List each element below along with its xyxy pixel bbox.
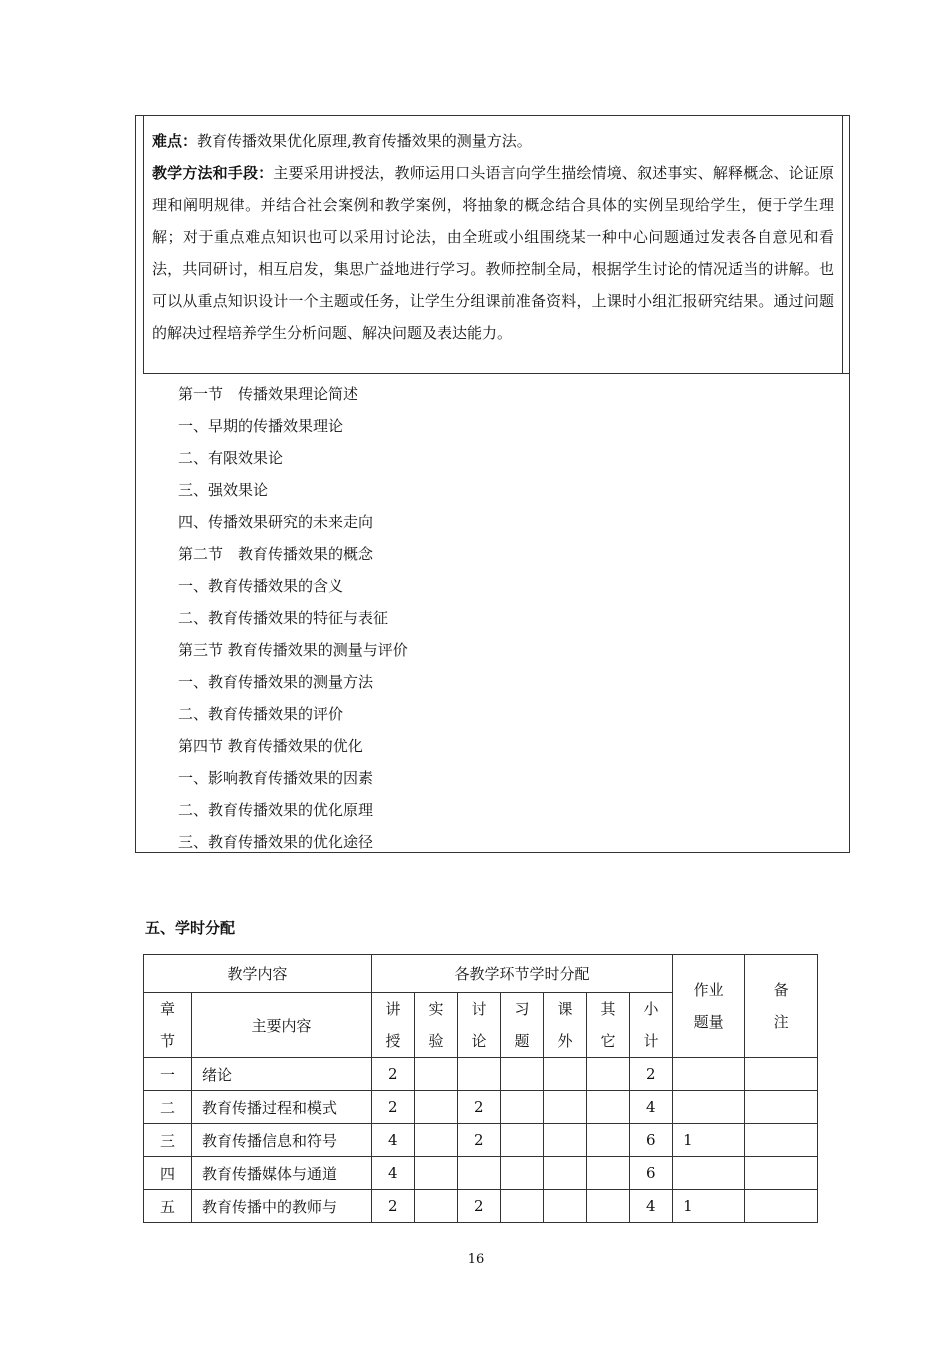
hours-cell — [458, 1058, 501, 1091]
hours-cell: 2 — [372, 1091, 415, 1124]
hours-cell: 2 — [372, 1058, 415, 1091]
outline-item: 四、传播效果研究的未来走向 — [178, 513, 374, 531]
hours-cell — [544, 1058, 587, 1091]
chapter-cell: 一 — [144, 1058, 192, 1091]
header-exercise: 习 题 — [501, 993, 544, 1058]
homework-cell — [673, 1091, 745, 1124]
header-allocation: 各教学环节学时分配 — [372, 955, 673, 993]
note-cell — [745, 1190, 818, 1223]
subtotal-cell: 4 — [630, 1190, 673, 1223]
content-cell: 绪论 — [192, 1058, 372, 1091]
homework-cell — [673, 1157, 745, 1190]
outline-item: 二、教育传播效果的优化原理 — [178, 801, 374, 819]
outline-item: 一、早期的传播效果理论 — [178, 417, 344, 435]
outline-item: 一、影响教育传播效果的因素 — [178, 769, 374, 787]
outline-item: 二、有限效果论 — [178, 449, 284, 467]
header-chapter: 章 节 — [144, 993, 192, 1058]
header-extracurricular: 课 外 — [544, 993, 587, 1058]
subtotal-cell: 2 — [630, 1058, 673, 1091]
hours-cell — [587, 1058, 630, 1091]
header-homework: 作业 题量 — [673, 955, 745, 1058]
content-cell: 教育传播信息和符号 — [192, 1124, 372, 1157]
hours-cell — [501, 1058, 544, 1091]
note-cell — [745, 1058, 818, 1091]
hours-cell — [501, 1124, 544, 1157]
outline-item: 第一节 传播效果理论简述 — [178, 385, 359, 403]
subtotal-cell: 6 — [630, 1124, 673, 1157]
table-row — [144, 1157, 818, 1190]
table-header-row — [144, 955, 818, 993]
outline-item: 第二节 教育传播效果的概念 — [178, 545, 374, 563]
hours-cell: 4 — [372, 1157, 415, 1190]
header-other: 其 它 — [587, 993, 630, 1058]
hours-cell — [587, 1190, 630, 1223]
difficulty-label: 难点： — [152, 132, 198, 150]
hours-cell: 2 — [458, 1091, 501, 1124]
note-cell — [745, 1157, 818, 1190]
outline-item: 二、教育传播效果的特征与表征 — [178, 609, 389, 627]
hours-cell — [544, 1091, 587, 1124]
hours-cell: 2 — [372, 1190, 415, 1223]
hours-cell — [415, 1190, 458, 1223]
difficulty-text: 教育传播效果优化原理,教育传播效果的测量方法。 — [197, 132, 532, 150]
hours-cell — [501, 1157, 544, 1190]
hours-cell: 2 — [458, 1124, 501, 1157]
method-text: 主要采用讲授法，教师运用口头语言向学生描绘情境、叙述事实、解释概念、论证原理和阐明规律。并结合社会案例和教学案例，将抽象的概念结合具体的实例呈现给学生，便于学生理解；对于重点难点知识也可以采用讨论法，由全班或小组围绕某一种中心问题通过发表各自意见和看法，共同研讨，相互启发，集思广益地进行学习。教师控制全局，根据学生讨论的情况适当的讲解。也可以从重点知识设计一个主题或任务，让学生分组课前准备资料，上课时小组汇报研究结果。通过问题的解决过程培养学生分析问题、解决问题及表达能力。 — [152, 164, 834, 342]
hours-cell — [587, 1157, 630, 1190]
note-cell — [745, 1091, 818, 1124]
difficulty-paragraph — [152, 125, 834, 157]
outline-item: 第四节 教育传播效果的优化 — [178, 737, 363, 755]
outline-item: 一、教育传播效果的测量方法 — [178, 673, 374, 691]
hours-cell — [415, 1058, 458, 1091]
hours-cell — [544, 1157, 587, 1190]
content-cell: 教育传播媒体与通道 — [192, 1157, 372, 1190]
homework-cell: 1 — [673, 1124, 745, 1157]
subtotal-cell: 6 — [630, 1157, 673, 1190]
outline-item: 第三节 教育传播效果的测量与评价 — [178, 641, 408, 659]
header-discussion: 讨 论 — [458, 993, 501, 1058]
table-row — [144, 1124, 818, 1157]
hours-cell: 4 — [372, 1124, 415, 1157]
header-note: 备 注 — [745, 955, 818, 1058]
chapter-cell: 二 — [144, 1091, 192, 1124]
outline-item: 三、教育传播效果的优化途径 — [178, 833, 374, 851]
hours-cell — [587, 1124, 630, 1157]
homework-cell — [673, 1058, 745, 1091]
header-main-content: 主要内容 — [192, 993, 372, 1058]
hours-cell — [544, 1190, 587, 1223]
header-subtotal: 小 计 — [630, 993, 673, 1058]
hours-cell — [501, 1091, 544, 1124]
hours-cell: 2 — [458, 1190, 501, 1223]
chapter-cell: 五 — [144, 1190, 192, 1223]
box-divider — [842, 373, 850, 374]
header-content: 教学内容 — [144, 955, 372, 993]
hours-cell — [458, 1157, 501, 1190]
content-cell: 教育传播过程和模式 — [192, 1091, 372, 1124]
hours-cell — [415, 1157, 458, 1190]
note-cell — [745, 1124, 818, 1157]
header-experiment: 实 验 — [415, 993, 458, 1058]
difficulty-method-box — [143, 115, 843, 374]
outline-item: 二、教育传播效果的评价 — [178, 705, 344, 723]
chapter-cell: 四 — [144, 1157, 192, 1190]
chapter-cell: 三 — [144, 1124, 192, 1157]
hours-cell — [587, 1091, 630, 1124]
outline-item: 三、强效果论 — [178, 481, 269, 499]
page-number: 16 — [467, 1252, 485, 1267]
hours-table — [143, 954, 818, 1223]
table-row — [144, 1091, 818, 1124]
chapter-outline — [178, 378, 408, 858]
hours-cell — [501, 1190, 544, 1223]
subtotal-cell: 4 — [630, 1091, 673, 1124]
method-label: 教学方法和手段： — [152, 164, 274, 182]
table-row — [144, 1058, 818, 1091]
outline-item: 一、教育传播效果的含义 — [178, 577, 344, 595]
section-title: 五、学时分配 — [145, 919, 236, 937]
content-cell: 教育传播中的教师与 — [192, 1190, 372, 1223]
homework-cell: 1 — [673, 1190, 745, 1223]
hours-cell — [415, 1124, 458, 1157]
header-lecture: 讲 授 — [372, 993, 415, 1058]
hours-cell — [544, 1124, 587, 1157]
hours-cell — [415, 1091, 458, 1124]
method-paragraph — [152, 157, 834, 349]
table-row — [144, 1190, 818, 1223]
